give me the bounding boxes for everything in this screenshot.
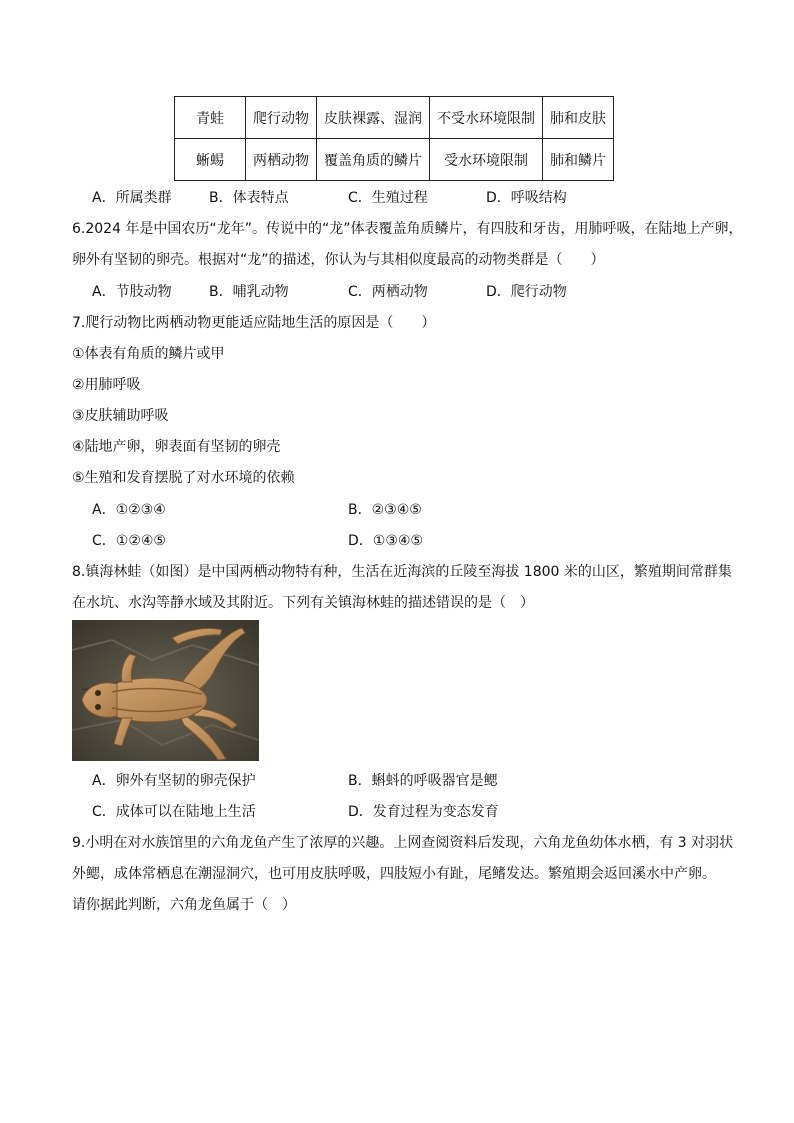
q9-stem-line2: 外鳃，成体常栖息在潮湿洞穴，也可用皮肤呼吸，四肢短小有趾，尾鳍发达。繁殖期会返回溪水中产卵。 (72, 866, 716, 882)
q7-option-c: C．①②④⑤ (92, 533, 166, 549)
q6-stem-line2: 卵外有坚韧的卵壳。根据对“龙”的描述，你认为与其相似度最高的动物类群是（ ） (72, 252, 605, 268)
q6-option-c: C．两栖动物 (348, 284, 428, 300)
q6-option-b: B．哺乳动物 (209, 284, 289, 300)
q5-option-b: B．体表特点 (209, 190, 289, 206)
q7-item-3: ③皮肤辅助呼吸 (72, 408, 169, 424)
frog-illustration (72, 620, 259, 761)
table-cell: 两栖动物 (246, 139, 317, 181)
table-cell: 不受水环境限制 (430, 97, 543, 139)
q9-stem-line1: 9.小明在对水族馆里的六角龙鱼产生了浓厚的兴趣。上网查阅资料后发现，六角龙鱼幼体水栖，有 3 对羽状 (72, 835, 734, 851)
q8-option-a: A．卵外有坚韧的卵壳保护 (92, 773, 256, 789)
q8-option-b: B．蝌蚪的呼吸器官是鳃 (348, 773, 498, 789)
q7-item-5: ⑤生殖和发育摆脱了对水环境的依赖 (72, 470, 295, 486)
q7-option-d: D．①③④⑤ (348, 533, 423, 549)
q6-stem-line1: 6.2024 年是中国农历“龙年”。传说中的“龙”体表覆盖角质鳞片，有四肢和牙齿，用肺呼吸，在陆地上产卵， (72, 221, 743, 237)
q7-option-b: B．②③④⑤ (348, 502, 422, 518)
table-cell: 肺和鳞片 (543, 139, 614, 181)
q7-stem: 7.爬行动物比两栖动物更能适应陆地生活的原因是（ ） (72, 315, 436, 331)
table-cell: 皮肤裸露、湿润 (317, 97, 430, 139)
table-cell: 爬行动物 (246, 97, 317, 139)
q8-option-d: D．发育过程为变态发育 (348, 804, 499, 820)
frog-photo (72, 620, 259, 761)
table-cell: 受水环境限制 (430, 139, 543, 181)
q6-option-a: A．节肢动物 (92, 284, 172, 300)
q5-option-d: D．呼吸结构 (486, 190, 567, 206)
q9-stem-line3: 请你据此判断，六角龙鱼属于（ ） (72, 897, 296, 913)
q5-option-c: C．生殖过程 (348, 190, 428, 206)
q8-stem-line2: 在水坑、水沟等静水域及其附近。下列有关镇海林蛙的描述错误的是（ ） (72, 595, 534, 611)
comparison-table (174, 96, 614, 181)
q8-stem-line1: 8.镇海林蛙（如图）是中国两栖动物特有种，生活在近海滨的丘陵至海拔 1800 米的山区，繁殖期间常群集 (72, 564, 732, 580)
table-cell: 覆盖角质的鳞片 (317, 139, 430, 181)
table-cell: 肺和皮肤 (543, 97, 614, 139)
q7-item-1: ①体表有角质的鳞片或甲 (72, 346, 225, 362)
q8-option-c: C．成体可以在陆地上生活 (92, 804, 256, 820)
table-row (175, 139, 614, 181)
table-cell: 蜥蜴 (175, 139, 246, 181)
q7-item-2: ②用肺呼吸 (72, 377, 141, 393)
table-cell: 青蛙 (175, 97, 246, 139)
q7-option-a: A．①②③④ (92, 502, 166, 518)
q6-option-d: D．爬行动物 (486, 284, 567, 300)
table-row (175, 97, 614, 139)
q5-option-a: A．所属类群 (92, 190, 172, 206)
q7-item-4: ④陆地产卵，卵表面有坚韧的卵壳 (72, 439, 281, 455)
